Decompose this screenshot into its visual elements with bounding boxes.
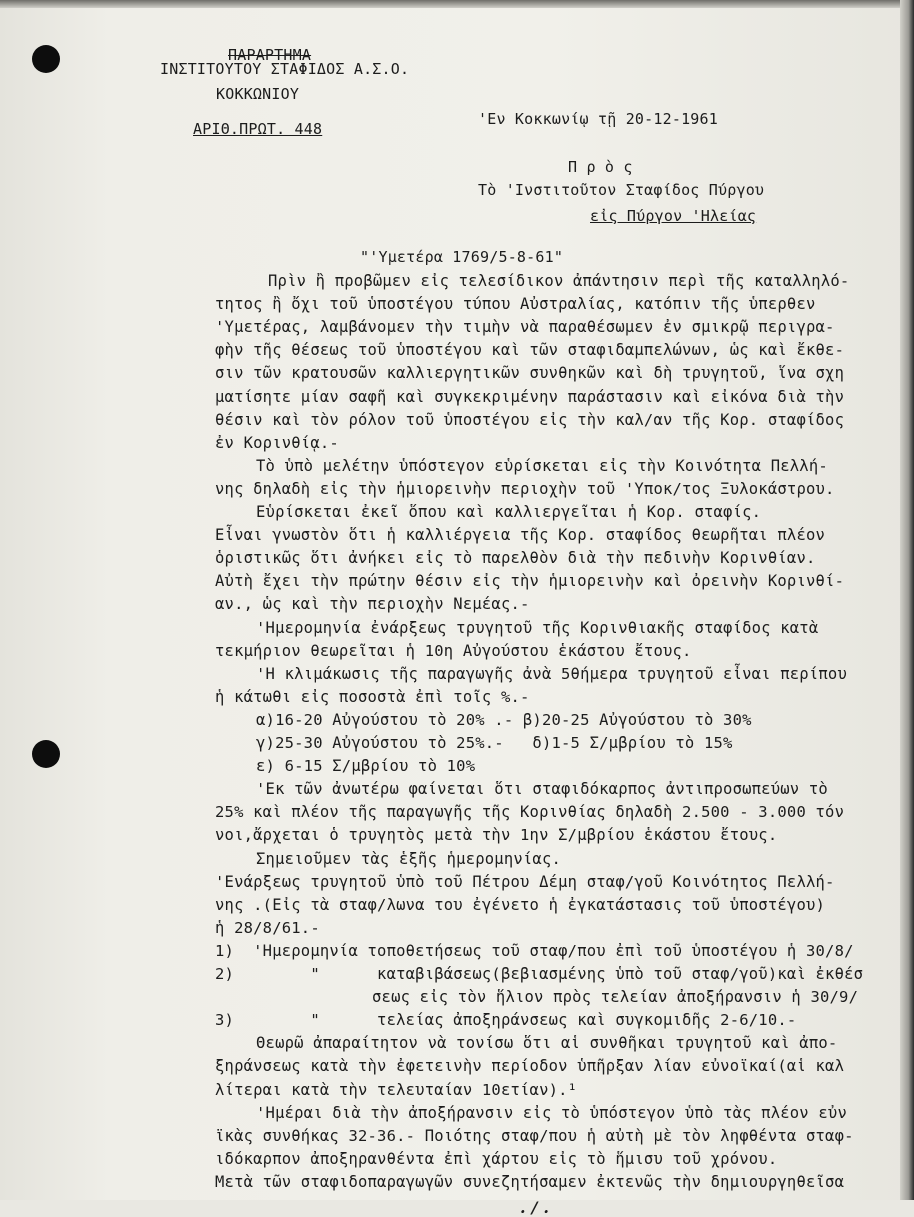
body-line: Αὐτὴ ἔχει τὴν πρώτην θέσιν εἰς τὴν ἡμιορεινὴν καὶ ὀρεινὴν Κορινθί- bbox=[215, 572, 845, 591]
body-line: α)16-20 Αὐγούστου τὸ 20% .- β)20-25 Αὐγούστου τὸ 30% bbox=[256, 710, 752, 729]
body-line: σιν τῶν κρατουσῶν καλλιεργητικῶν συνθηκῶν καὶ δὴ τρυγητοῦ, ἵνα σχη bbox=[215, 364, 845, 383]
punch-hole-middle bbox=[32, 740, 60, 768]
letter-date: 'Εν Κοκκωνίῳ τῇ 20-12-1961 bbox=[478, 110, 718, 128]
body-line: Εἶναι γνωστὸν ὅτι ἡ καλλιέργεια τῆς Κορ. σταφίδος θεωρῆται πλέον bbox=[215, 526, 826, 545]
body-line: 'Εκ τῶν ἀνωτέρω φαίνεται ὅτι σταφιδόκαρπος ἀντιπροσωπεύων τὸ bbox=[256, 780, 828, 799]
scan-edge-top bbox=[0, 0, 914, 8]
body-line: 'Ενάρξεως τρυγητοῦ ὑπὸ τοῦ Πέτρου Δέμη σταφ/γοῦ Κοινότητος Πελλή- bbox=[215, 872, 835, 891]
body-line: Τὸ ὑπὸ μελέτην ὑπόστεγον εὑρίσκεται εἰς τὴν Κοινότητα Πελλή- bbox=[256, 456, 828, 475]
body-line: νοι,ἄρχεται ὁ τρυγητὸς μετὰ τὴν 1ην Σ/μβρίου ἑκάστου ἔτους. bbox=[215, 826, 778, 845]
body-line: 3) " τελείας ἀποξηράνσεως καὶ συγκομιδῆς 2-6/10.- bbox=[215, 1011, 797, 1030]
reference-line: "'Υμετέρα 1769/5-8-61" bbox=[360, 248, 564, 266]
body-line: ἡ 28/8/61.- bbox=[215, 918, 320, 937]
body-line: 'Ημερομηνία ἐνάρξεως τρυγητοῦ τῆς Κορινθιακῆς σταφίδος κατὰ bbox=[256, 618, 819, 637]
page-continuation-mark: . / . bbox=[520, 1198, 550, 1217]
body-line: ϊκὰς συνθήκας 32-36.- Ποιότης σταφ/που ἡ αὐτὴ μὲ τὸν ληφθέντα σταφ- bbox=[215, 1126, 854, 1145]
body-line: Πρὶν ἢ προβῶμεν εἰς τελεσίδικον ἀπάντησιν περὶ τῆς καταλληλό- bbox=[268, 272, 850, 290]
body-line: 1) 'Ημερομηνία τοποθετήσεως τοῦ σταφ/που ἐπὶ τοῦ ὑποστέγου ἡ 30/8/ bbox=[215, 941, 854, 960]
body-line: γ)25-30 Αὐγούστου τὸ 25%.- δ)1-5 Σ/μβρίου τὸ 15% bbox=[256, 734, 733, 752]
body-line: Εὑρίσκεται ἐκεῖ ὅπου καὶ καλλιεργεῖται ἡ Κορ. σταφίς. bbox=[256, 503, 762, 521]
body-line: φὴν τῆς θέσεως τοῦ ὑποστέγου καὶ τῶν σταφιδαμπελώνων, ὡς καὶ ἔκθε- bbox=[215, 341, 845, 360]
body-line: Θεωρῶ ἀπαραίτητον νὰ τονίσω ὅτι αἱ συνθῆκαι τρυγητοῦ καὶ ἀπο- bbox=[256, 1034, 838, 1053]
body-line: ξηράνσεως κατὰ τὴν ἐφετεινὴν περίοδον ὑπῆρξαν λίαν εὐνοϊκαί(αἱ καλ bbox=[215, 1057, 845, 1076]
body-line: ἐν Κορινθίᾳ.- bbox=[215, 433, 339, 452]
recipient-label: Π ρ ὸ ς bbox=[568, 158, 633, 176]
punch-hole-top bbox=[32, 45, 60, 73]
body-line: τεκμήριον θεωρεῖται ἡ 10η Αὐγούστου ἑκάστου ἔτους. bbox=[215, 641, 692, 660]
body-line: Σημειοῦμεν τὰς ἑξῆς ἡμερομηνίας. bbox=[256, 849, 562, 868]
body-line: θέσιν καὶ τὸν ρόλον τοῦ ὑποστέγου εἰς τὴν καλ/αν τῆς Κορ. σταφίδος bbox=[215, 410, 845, 429]
header-institute: ΙΝΣΤΙΤΟΥΤΟΥ ΣΤΑΦΙΔΟΣ Α.Σ.Ο. bbox=[160, 60, 410, 78]
body-line: 'Η κλιμάκωσις τῆς παραγωγῆς ἀνὰ 5θήμερα τρυγητοῦ εἶναι περίπου bbox=[256, 664, 847, 683]
body-line: νης δηλαδὴ εἰς τὴν ἡμιορεινὴν περιοχὴν τοῦ 'Υποκ/τος Ξυλοκάστρου. bbox=[215, 479, 835, 498]
body-line: νης .(Εἰς τὰ σταφ/λωνα του ἐγένετο ἡ ἐγκατάστασις τοῦ ὑποστέγου) bbox=[215, 895, 826, 914]
body-line: λίτεραι κατὰ τὴν τελευταίαν 10ετίαν).¹ bbox=[215, 1080, 578, 1099]
scan-edge-right bbox=[900, 0, 914, 1200]
body-line: Μετὰ τῶν σταφιδοπαραγωγῶν συνεζητήσαμεν ἐκτενῶς τὴν δημιουργηθεῖσα bbox=[215, 1172, 845, 1191]
body-line: σεως εἰς τὸν ἥλιον πρὸς τελείαν ἀποξήρανσιν ἡ 30/9/ bbox=[372, 988, 859, 1007]
protocol-number: ΑΡΙΘ.ΠΡΩΤ. 448 bbox=[193, 120, 323, 138]
body-line: ιδόκαρπον ἀποξηρανθέντα ἐπὶ χάρτου εἰς τὸ ἥμισυ τοῦ χρόνου. bbox=[215, 1149, 778, 1168]
body-line: αν., ὡς καὶ τὴν περιοχὴν Νεμέας.- bbox=[215, 595, 530, 614]
body-line: ματίσητε μίαν σαφῆ καὶ συγκεκριμένην παράστασιν καὶ εἰκόνα διὰ τὴν bbox=[215, 387, 845, 406]
body-line: 'Ημέραι διὰ τὴν ἀποξήρανσιν εἰς τὸ ὑπόστεγον ὑπὸ τὰς πλέον εὐν bbox=[256, 1103, 847, 1122]
recipient-address-2: εἰς Πύργον 'Ηλείας bbox=[590, 207, 757, 225]
body-line: 25% καὶ πλέον τῆς παραγωγῆς τῆς Κορινθίας δηλαδὴ 2.500 - 3.000 τόν bbox=[215, 803, 845, 822]
recipient-address-1: Τὸ 'Ινστιτοῦτον Σταφίδος Πύργου bbox=[478, 181, 765, 199]
body-line: τητος ἢ ὄχι τοῦ ὑποστέγου τύπου Αὐστραλίας, κατόπιν τῆς ὑπερθεν bbox=[215, 295, 816, 314]
body-line: ὁριστικῶς ὅτι ἀνήκει εἰς τὸ παρελθὸν διὰ τὴν πεδινὴν Κορινθίαν. bbox=[215, 549, 816, 568]
header-overtyped-word: ΠΑΡΑΡΤΗΜΑ bbox=[228, 46, 312, 64]
body-line: 2) " καταβιβάσεως(βεβιασμένης ὑπὸ τοῦ σταφ/γοῦ)καὶ ἐκθέσ bbox=[215, 965, 864, 983]
body-line: ε) 6-15 Σ/μβρίου τὸ 10% bbox=[256, 757, 476, 776]
body-line: ἡ κάτωθι εἰς ποσοστὰ ἐπὶ τοῖς %.- bbox=[215, 687, 530, 706]
body-line: 'Υμετέρας, λαμβάνομεν τὴν τιμὴν νὰ παραθέσωμεν ἐν σμικρῷ περιγρα- bbox=[215, 318, 835, 337]
header-village: ΚΟΚΚΩΝΙΟΥ bbox=[216, 85, 300, 103]
